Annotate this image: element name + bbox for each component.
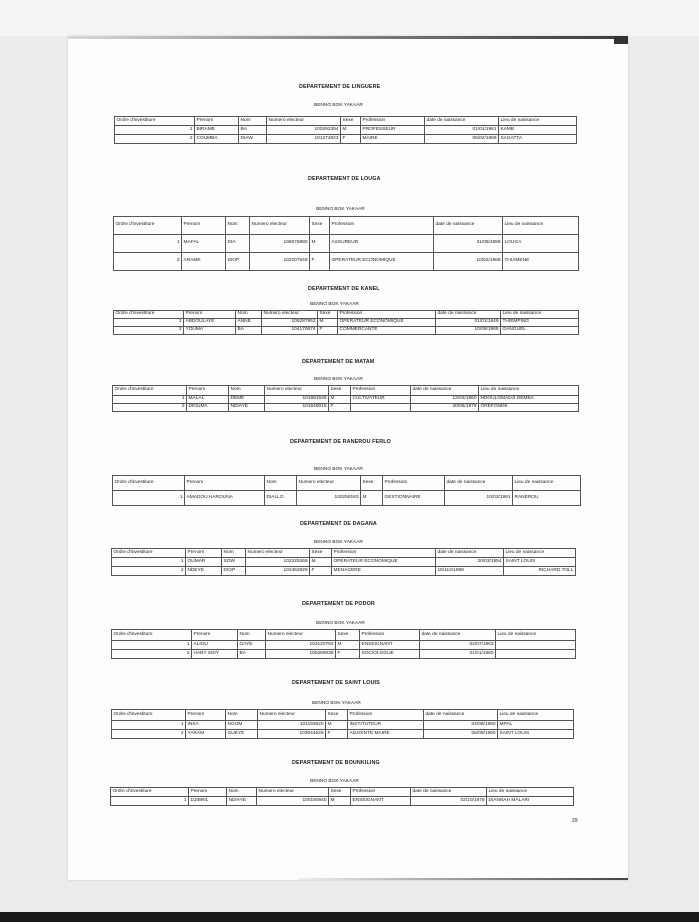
section-title-ranerou-ferlo: DEPARTEMENT DE RANEROU FERLO [290,439,391,445]
document-page [68,36,628,880]
party-label-podor: BENNO BOK YAKAAR [316,621,365,626]
candidates-table-ranerou-ferlo [112,475,581,506]
table-row: 2 DIOUMA NDIAYE 101649015 F 30/06/1979 OREFONDE [113,404,579,412]
candidates-table-matam [112,385,579,412]
top-background [0,0,699,36]
bottom-bar [0,912,699,922]
table-row: 1 AMADOU HAROUNA DIALLO 100258183 M GESTIONNAIRE 10/03/1991 RANEROU [113,491,581,506]
candidates-table-kanel [113,310,579,335]
table-row: 2 ARAME DIOP 102207549 F OPERATEUR ECONOMIQUE 10/02/1968 THIAMENE [114,253,579,271]
party-label-bounkiling: BENNO BOK YAKAAR [310,779,359,784]
page-number: 29 [572,818,578,824]
table-header-row: Ordre d'investiture Prenom Nom Numero electeur Sexe Profession date de naissance Lieu de naissance [112,549,576,558]
table-row: 1 OUMAR SOW 102225269 M OPERATEUR ECONOMIQUE 20/03/1954 SAINT LOUIS [112,558,576,567]
page-bottom-edge [298,878,628,880]
section-title-dagana: DEPARTEMENT DE DAGANA [300,521,377,527]
table-header-row: Ordre d'investiture Prenom Nom Numero electeur Sexe Profession date de naissance Lieu de naissance [114,217,579,235]
table-row: 1 ABDOULAYE ANNE 106287953 M OPERATEUR ECONOMIQUE 01/01/1949 THIEMPING [114,319,579,327]
candidates-table-linguere [114,116,577,144]
table-row: 2 COUMBA DIAW 101274823 F MAIRE 05/02/1969 SAGATTA [115,135,577,144]
party-label-kanel: BENNO BOK YAKAAR [310,302,359,307]
table-header-row: Ordre d'investiture Prenom Nom Numero electeur Sexe Profession date de naissance Lieu de naissance [114,311,579,319]
table-row: 1 INSA NGOM 101193620 M INSTITUTEUR 04/06/1980 MPAL [112,721,574,730]
party-label-saint-louis: BENNO BOK YAKAAR [312,701,361,706]
table-header-row: Ordre d'investiture Prenom Nom Numero electeur Sexe Profession date de naissance Lieu de naissance [112,630,576,641]
candidates-table-saint-louis [111,709,574,739]
section-title-saint-louis: DEPARTEMENT DE SAINT LOUIS [292,680,380,686]
candidates-table-dagana [111,548,576,576]
table-row: 1 DJIBRIL NDIAYE 100190940 M ENSEIGNANT 02/10/1976 DIANNAH MALARI [111,797,574,806]
party-label-linguere: BENNO BOK YAKAAR [314,103,363,108]
table-row: 2 NDEYE DIOP 102462829 F MENAGERE 15/112/1968 RICHARD TOLL [112,567,576,576]
table-row: 2 YARAM GUEYE 103044526 F ADJOINTE MAIRE 05/09/1960 SAINT LOUIS [112,730,574,739]
table-row: 2 YOUMA BA 104170674 F COMMERCANTE 10/08/1965 GANGUEL [114,327,579,335]
section-title-podor: DEPARTEMENT DE PODOR [302,601,375,607]
candidates-table-bounkiling [110,787,574,806]
table-header-row: Ordre d'investiture Prenom Nom Numero electeur Sexe Profession date de naissance Lieu de naissance [113,476,581,491]
section-title-louga: DEPARTEMENT DE LOUGA [308,176,381,182]
page-top-edge [68,36,628,39]
party-label-ranerou-ferlo: BENNO BOK YAKAAR [314,467,363,472]
candidates-table-louga [113,216,579,271]
table-header-row: Ordre d'investiture Prenom Nom Numero electeur Sexe Profession date de naissance Lieu de naissance [113,386,579,396]
section-title-kanel: DEPARTEMENT DE KANEL [308,286,380,292]
table-row: 1 ALIOU GAYE 103120792 M ENSEIGNANT 02/07/1963 [112,641,576,650]
table-row: 1 BIRAME BA 100292394 M PROFESSEUR 01/01/1981 KAMB [115,126,577,135]
table-row: 2 HABY SIDY BA 105289038 F SOCIOLOGUE 01/01/1980 [112,650,576,659]
section-title-linguere: DEPARTEMENT DE LINGUERE [299,84,381,90]
table-row: 1 MAFAL DIA 106576880 M ASSUREUR 31/08/1958 LOUGA [114,235,579,253]
table-header-row: Ordre d'investiture Prenom Nom Numero electeur Sexe Profession date de naissance Lieu de naissance [115,117,577,126]
page-corner-mark [614,36,628,44]
table-row: 1 MALAL DEME 101681525 M CULTIVATEUR 12/02/1960 NDOULOMADJI DEMBA [113,396,579,404]
party-label-matam: BENNO BOK YAKAAR [314,377,363,382]
section-title-matam: DEPARTEMENT DE MATAM [302,359,375,365]
candidates-table-podor [111,629,576,659]
table-header-row: Ordre d'investiture Prenom Nom Numero electeur Sexe Profession date de naissance Lieu de naissance [111,788,574,797]
party-label-louga: BENNO BOK YAKAAR [316,207,365,212]
table-header-row: Ordre d'investiture Prenom Nom Numero electeur Sexe Profession date de naissance Lieu de naissance [112,710,574,721]
party-label-dagana: BENNO BOK YAKAAR [314,540,363,545]
section-title-bounkiling: DEPARTEMENT DE BOUNKILING [292,760,380,766]
